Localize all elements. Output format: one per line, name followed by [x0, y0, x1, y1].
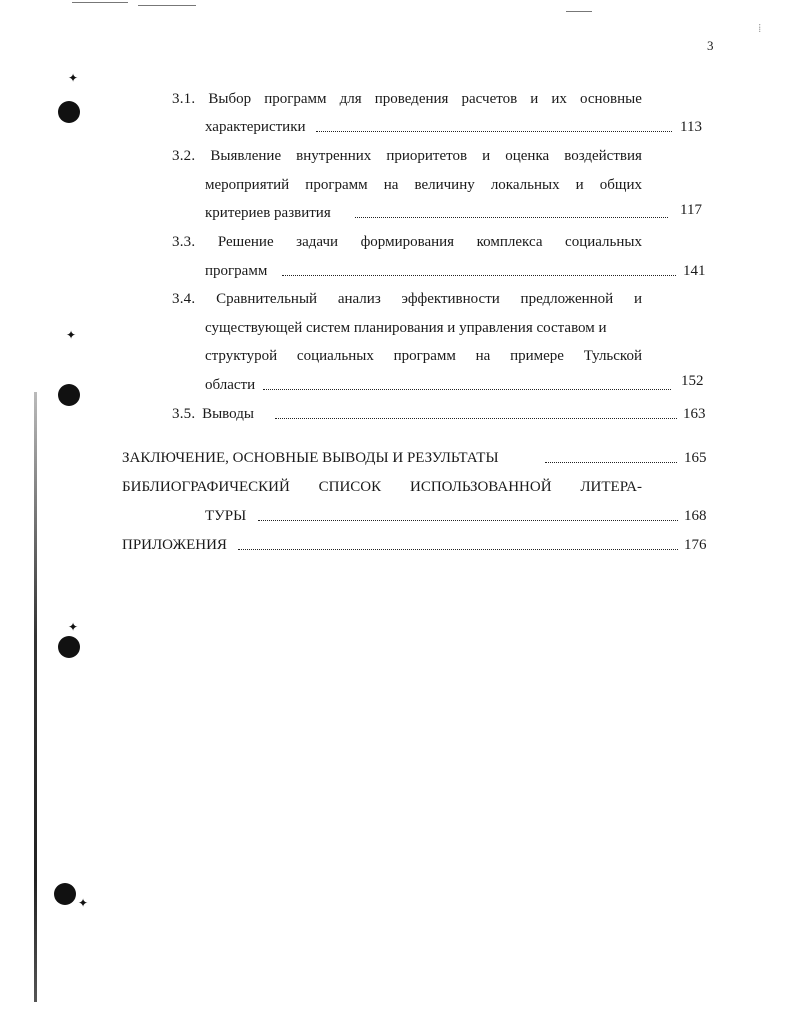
toc-entry-bibliography-line2: ТУРЫ — [205, 508, 247, 524]
page-number: 3 — [707, 38, 714, 53]
dot-leader — [275, 418, 677, 419]
scan-speck: ✦ — [66, 328, 77, 342]
toc-page-bibliography: 168 — [684, 508, 707, 524]
scan-line — [72, 2, 128, 3]
toc-page-3-2: 117 — [680, 202, 702, 218]
toc-entry-3-2-line2: мероприятий программ на величину локальных и общих — [205, 177, 642, 193]
toc-page-3-3: 141 — [683, 263, 706, 279]
toc-entry-3-4-line3: структурой социальных программ на примере Тульской — [205, 348, 642, 364]
toc-entry-3-1-line1: 3.1. Выбор программ для проведения расчетов и их основные — [172, 91, 642, 107]
dot-leader — [258, 520, 678, 521]
punch-hole — [58, 101, 80, 123]
scan-speck: ✦ — [78, 896, 89, 910]
punch-hole — [58, 384, 80, 406]
toc-page-3-4: 152 — [681, 373, 704, 389]
scan-edge — [34, 392, 37, 1002]
toc-entry-conclusion: ЗАКЛЮЧЕНИЕ, ОСНОВНЫЕ ВЫВОДЫ И РЕЗУЛЬТАТЫ — [122, 450, 499, 466]
toc-page-3-1: 113 — [680, 119, 702, 135]
toc-page-appendices: 176 — [684, 537, 707, 553]
toc-entry-3-2-line1: 3.2. Выявление внутренних приоритетов и оценка воздействия — [172, 148, 642, 164]
toc-entry-bibliography-line1: БИБЛИОГРАФИЧЕСКИЙ СПИСОК ИСПОЛЬЗОВАННОЙ ЛИТЕРА- — [122, 479, 642, 495]
punch-hole — [54, 883, 76, 905]
toc-entry-3-5: 3.5. Выводы — [172, 406, 254, 422]
toc-page-3-5: 163 — [683, 406, 706, 422]
dot-leader — [355, 217, 668, 218]
dot-leader — [545, 462, 677, 463]
scan-line — [138, 5, 196, 6]
dot-leader — [238, 549, 678, 550]
toc-entry-appendices: ПРИЛОЖЕНИЯ — [122, 537, 227, 553]
scan-speck: ✦ — [68, 71, 79, 85]
dot-leader — [263, 389, 671, 390]
toc-entry-3-1-line2: характеристики — [205, 119, 306, 135]
toc-entry-3-4-line4: области — [205, 377, 256, 393]
toc-entry-3-2-line3: критериев развития — [205, 205, 331, 221]
toc-entry-3-4-line1: 3.4. Сравнительный анализ эффективности предложенной и — [172, 291, 642, 307]
punch-hole — [58, 636, 80, 658]
dot-leader — [282, 275, 676, 276]
toc-entry-3-3-line2: программ — [205, 263, 268, 279]
scan-speck: ✦ — [68, 620, 79, 634]
toc-page-conclusion: 165 — [684, 450, 707, 466]
dot-leader — [316, 131, 672, 132]
toc-entry-3-4-line2: существующей систем планирования и управления составом и — [205, 320, 607, 336]
scan-line — [566, 11, 592, 12]
toc-entry-3-3-line1: 3.3. Решение задачи формирования комплекса социальных — [172, 234, 642, 250]
scan-speck: ⁞ — [758, 21, 762, 35]
